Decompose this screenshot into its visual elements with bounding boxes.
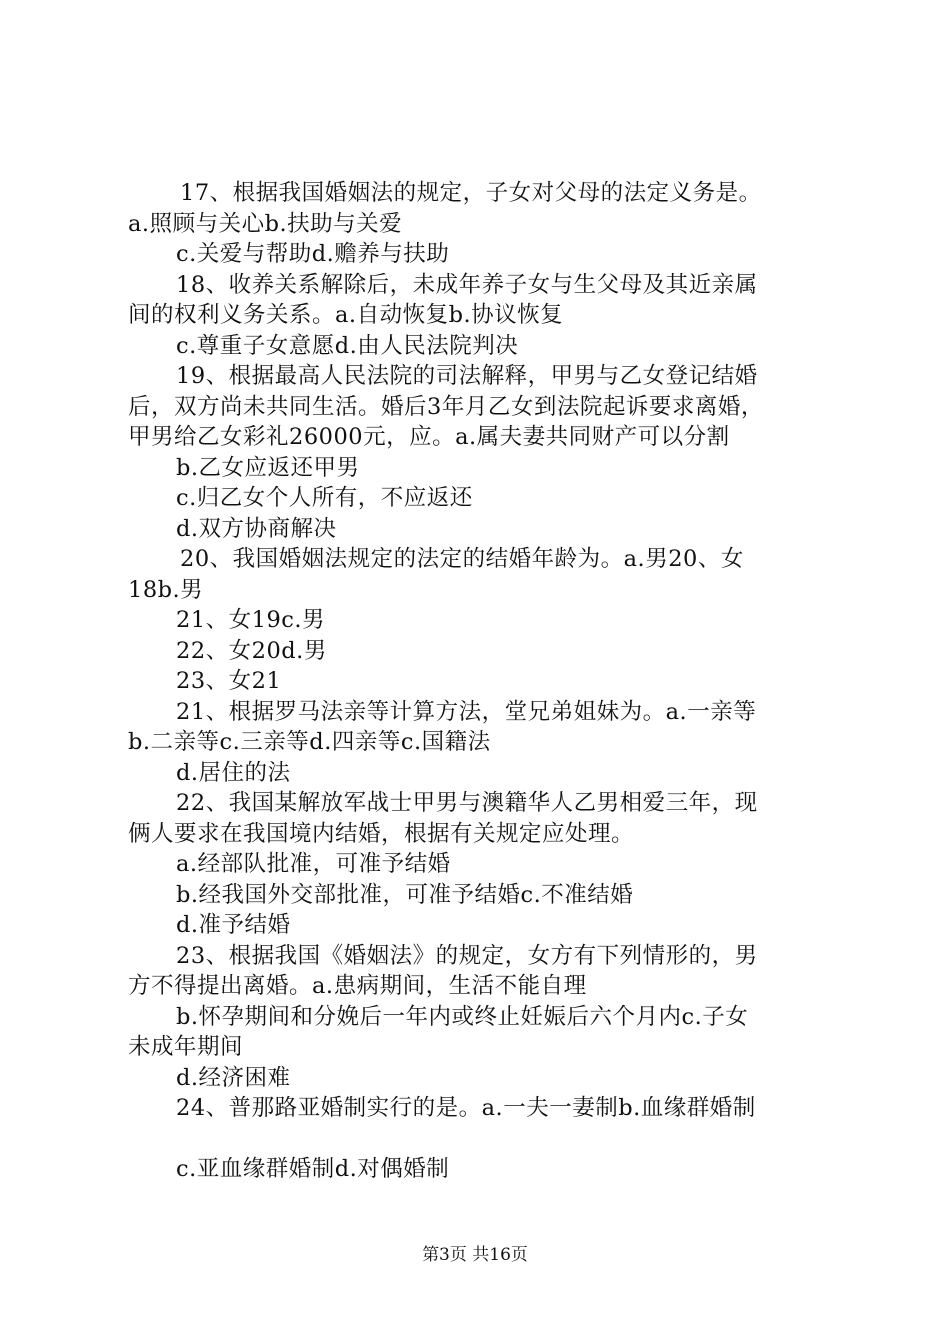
text-line: c.归乙女个人所有，不应返还 bbox=[176, 485, 473, 511]
text-line: 22、我国某解放军战士甲男与澳籍华人乙男相爱三年，现 bbox=[176, 790, 758, 816]
text-line: d.经济困难 bbox=[176, 1064, 291, 1091]
text-line: d.准予结婚 bbox=[176, 912, 291, 938]
text-line: 后，双方尚未共同生活。婚后3年月乙女到法院起诉要求离婚， bbox=[128, 393, 764, 420]
text-line: 19、根据最高人民法院的司法解释，甲男与乙女登记结婚 bbox=[176, 363, 758, 389]
text-line: 21、根据罗马法亲等计算方法，堂兄弟姐妹为。a.一亲等 bbox=[176, 698, 757, 725]
text-line: a.照顾与关心b.扶助与关爱 bbox=[128, 210, 403, 237]
text-line: 18b.男 bbox=[128, 576, 204, 603]
page-footer: 第3页 共16页 bbox=[422, 1245, 528, 1265]
text-line: 方不得提出离婚。a.患病期间，生活不能自理 bbox=[128, 973, 587, 999]
text-line: 17、根据我国婚姻法的规定，子女对父母的法定义务是。 bbox=[180, 180, 762, 206]
text-line: 18、收养关系解除后，未成年养子女与生父母及其近亲属 bbox=[176, 271, 758, 298]
text-line: c.尊重子女意愿d.由人民法院判决 bbox=[176, 332, 519, 359]
text-line: 未成年期间 bbox=[128, 1034, 244, 1060]
text-line: b.二亲等c.三亲等d.四亲等c.国籍法 bbox=[128, 729, 491, 755]
text-line: 23、女21 bbox=[176, 668, 282, 694]
text-line bbox=[128, 1124, 833, 1154]
text-line: 22、女20d.男 bbox=[176, 637, 327, 664]
text-line: 甲男给乙女彩礼26000元，应。a.属夫妻共同财产可以分割 bbox=[128, 424, 730, 450]
text-line: a.经部队批准，可准予结婚 bbox=[176, 851, 451, 877]
text-line: b.经我国外交部批准，可准予结婚c.不准结婚 bbox=[176, 881, 634, 908]
text-line: 俩人要求在我国境内结婚，根据有关规定应处理。 bbox=[128, 820, 635, 847]
text-line: b.乙女应返还甲男 bbox=[176, 454, 360, 481]
text-line: 20、我国婚姻法规定的法定的结婚年龄为。a.男20、女 bbox=[180, 546, 744, 572]
text-line: c.关爱与帮助d.赡养与扶助 bbox=[176, 241, 450, 267]
text-line: d.双方协商解决 bbox=[176, 515, 337, 542]
text-line: 24、普那路亚婚制实行的是。a.一夫一妻制b.血缘群婚制 bbox=[176, 1095, 756, 1121]
text-line: b.怀孕期间和分娩后一年内或终止妊娠后六个月内c.子女 bbox=[176, 1003, 749, 1030]
text-line: 间的权利义务关系。a.自动恢复b.协议恢复 bbox=[128, 302, 564, 328]
text-line: 23、根据我国《婚姻法》的规定，女方有下列情形的，男 bbox=[176, 942, 758, 969]
text-line: 21、女19c.男 bbox=[176, 607, 326, 633]
document-body bbox=[128, 178, 833, 1184]
text-line: c.亚血缘群婚制d.对偶婚制 bbox=[176, 1155, 450, 1182]
text-line: d.居住的法 bbox=[176, 759, 291, 786]
